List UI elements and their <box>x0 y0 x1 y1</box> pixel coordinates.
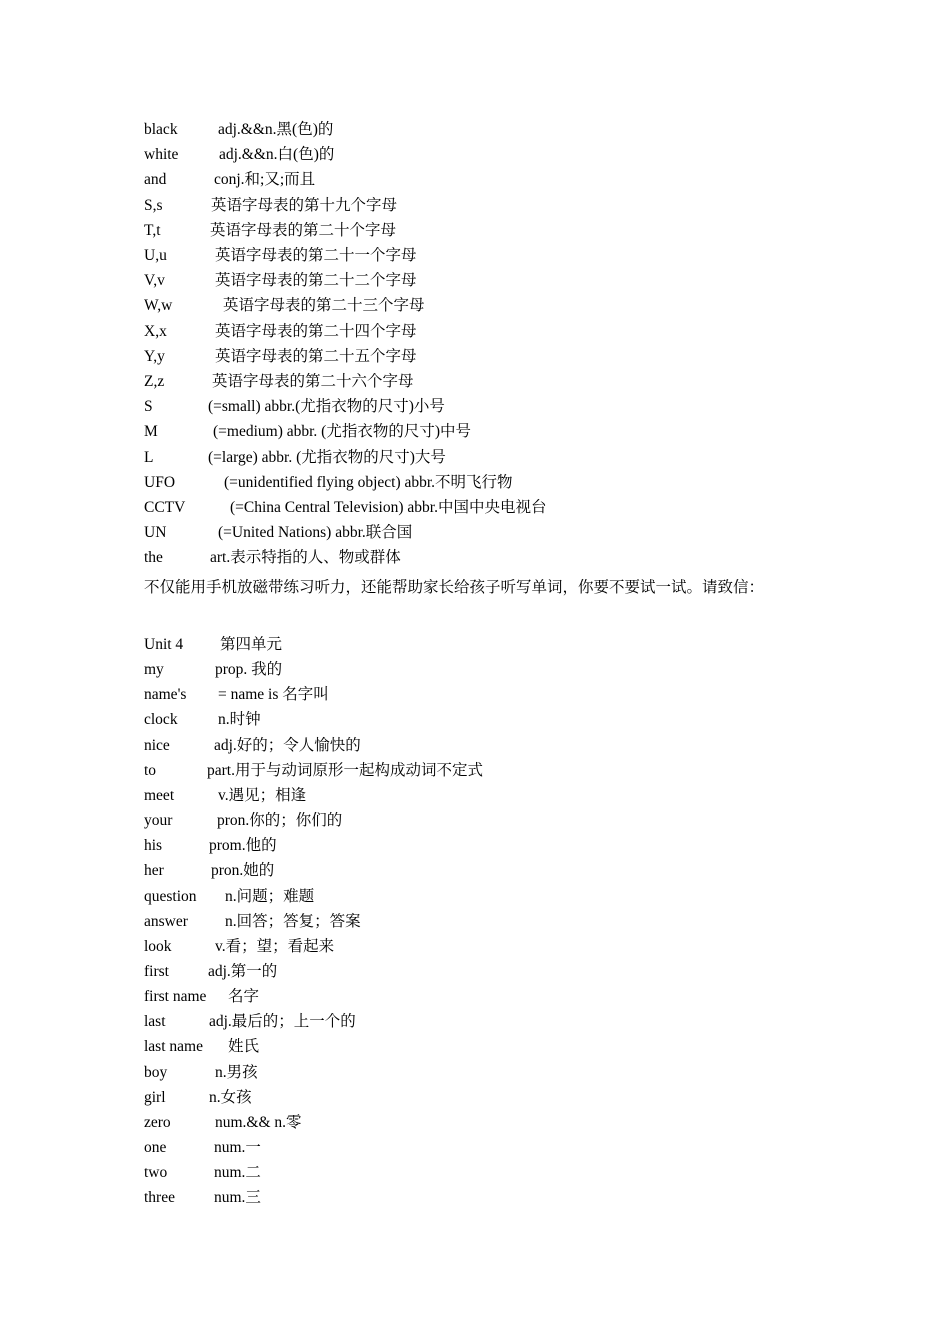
entry-word: to <box>144 761 157 779</box>
entry-word: Z,z <box>144 373 165 390</box>
entry-word: black <box>144 121 178 138</box>
entry-word: white <box>144 146 179 164</box>
entry-word: meet <box>144 786 175 804</box>
entry-word: your <box>144 812 173 830</box>
entry-word: and <box>144 171 167 189</box>
entry-definition: 姓氏 <box>228 1038 260 1056</box>
entry-word: look <box>144 937 172 955</box>
entry-word: U,u <box>144 247 167 264</box>
entry-definition: 英语字母表的第二十五个字母 <box>215 347 417 365</box>
entry-definition: (=unidentified flying object) abbr.不明飞行物 <box>224 473 513 491</box>
entry-definition: pron.她的 <box>211 862 275 880</box>
entry-word: first <box>144 962 169 980</box>
entry-word: three <box>144 1189 175 1207</box>
entry-definition: num.二 <box>214 1164 261 1182</box>
entry-definition: adj.最后的；上一个的 <box>209 1013 356 1031</box>
entry-definition: n.男孩 <box>215 1063 258 1081</box>
entry-word: X,x <box>144 322 167 340</box>
entry-word: name's <box>144 686 187 704</box>
entry-word: zero <box>144 1113 171 1131</box>
entry-word: two <box>144 1164 168 1182</box>
entry-definition: 名字 <box>228 988 260 1006</box>
entry-definition: 英语字母表的第二十一个字母 <box>215 247 417 264</box>
entry-definition: prom.他的 <box>209 837 277 855</box>
entry-definition: 第四单元 <box>220 636 283 653</box>
entry-definition: adj.第一的 <box>208 962 278 980</box>
entry-word: last name <box>144 1038 203 1056</box>
entry-word: one <box>144 1139 167 1156</box>
entry-word: L <box>144 448 154 466</box>
entry-definition: v.看；望；看起来 <box>215 937 335 955</box>
entry-word: girl <box>144 1088 166 1106</box>
entry-definition: 英语字母表的第二十四个字母 <box>215 322 417 340</box>
entry-word: my <box>144 661 164 679</box>
entry-word: nice <box>144 736 170 754</box>
promo-note: 不仅能用手机放磁带练习听力，还能帮助家长给孩子听写单词，你要不要试一试。请致信： <box>144 579 765 596</box>
entry-definition: (=large) abbr. (尤指衣物的尺寸)大号 <box>208 448 446 466</box>
entry-definition: 英语字母表的第二十个字母 <box>210 221 397 239</box>
entry-definition: (=United Nations) abbr.联合国 <box>218 524 413 542</box>
entry-definition: adj.好的；令人愉快的 <box>214 736 361 754</box>
entry-word: clock <box>144 711 178 729</box>
entry-word: Y,y <box>144 347 165 365</box>
entry-definition: 英语字母表的第二十二个字母 <box>215 272 417 290</box>
entry-definition: v.遇见；相逢 <box>218 786 307 804</box>
entry-word: T,t <box>144 221 161 239</box>
entry-word: question <box>144 887 197 905</box>
entry-word: CCTV <box>144 499 186 516</box>
entry-word: V,v <box>144 272 165 290</box>
entry-definition: n.回答；答复；答案 <box>225 912 361 930</box>
entry-definition: 英语字母表的第二十六个字母 <box>212 373 414 390</box>
entry-word: boy <box>144 1063 168 1081</box>
entry-definition: num.一 <box>214 1139 261 1156</box>
entry-definition: 英语字母表的第二十三个字母 <box>223 297 425 315</box>
entry-definition: prop. 我的 <box>215 661 283 679</box>
entry-definition: adj.&&n.黑(色)的 <box>218 121 334 138</box>
entry-word: UFO <box>144 473 176 491</box>
entry-definition: (=medium) abbr. (尤指衣物的尺寸)中号 <box>213 423 471 441</box>
entry-word: his <box>144 837 163 855</box>
entry-word: first name <box>144 988 207 1006</box>
entry-word: S,s <box>144 196 163 214</box>
entry-word: answer <box>144 912 188 930</box>
entry-word: M <box>144 423 158 441</box>
entry-definition: pron.你的；你们的 <box>217 812 343 830</box>
entry-definition: art.表示特指的人、物或群体 <box>210 549 401 567</box>
entry-definition: adj.&&n.白(色)的 <box>219 146 335 164</box>
entry-definition: = name is 名字叫 <box>218 686 329 704</box>
entry-word: the <box>144 549 163 567</box>
entry-definition: num.三 <box>214 1189 261 1207</box>
entry-definition: (=small) abbr.(尤指衣物的尺寸)小号 <box>208 398 445 416</box>
entry-definition: (=China Central Television) abbr.中国中央电视台 <box>230 499 547 516</box>
entry-definition: n.时钟 <box>218 711 261 729</box>
entry-word: UN <box>144 524 167 542</box>
entry-word: last <box>144 1013 166 1031</box>
entry-definition: num.&& n.零 <box>215 1113 302 1131</box>
entry-word: S <box>144 398 153 416</box>
entry-definition: n.问题；难题 <box>225 887 315 905</box>
entry-definition: n.女孩 <box>209 1088 252 1106</box>
entry-definition: 英语字母表的第十九个字母 <box>211 196 398 214</box>
entry-word: W,w <box>144 297 173 315</box>
entry-definition: part.用于与动词原形一起构成动词不定式 <box>207 761 483 779</box>
entry-word: Unit 4 <box>144 636 184 653</box>
entry-definition: conj.和;又;而且 <box>214 171 316 189</box>
entry-word: her <box>144 862 164 880</box>
